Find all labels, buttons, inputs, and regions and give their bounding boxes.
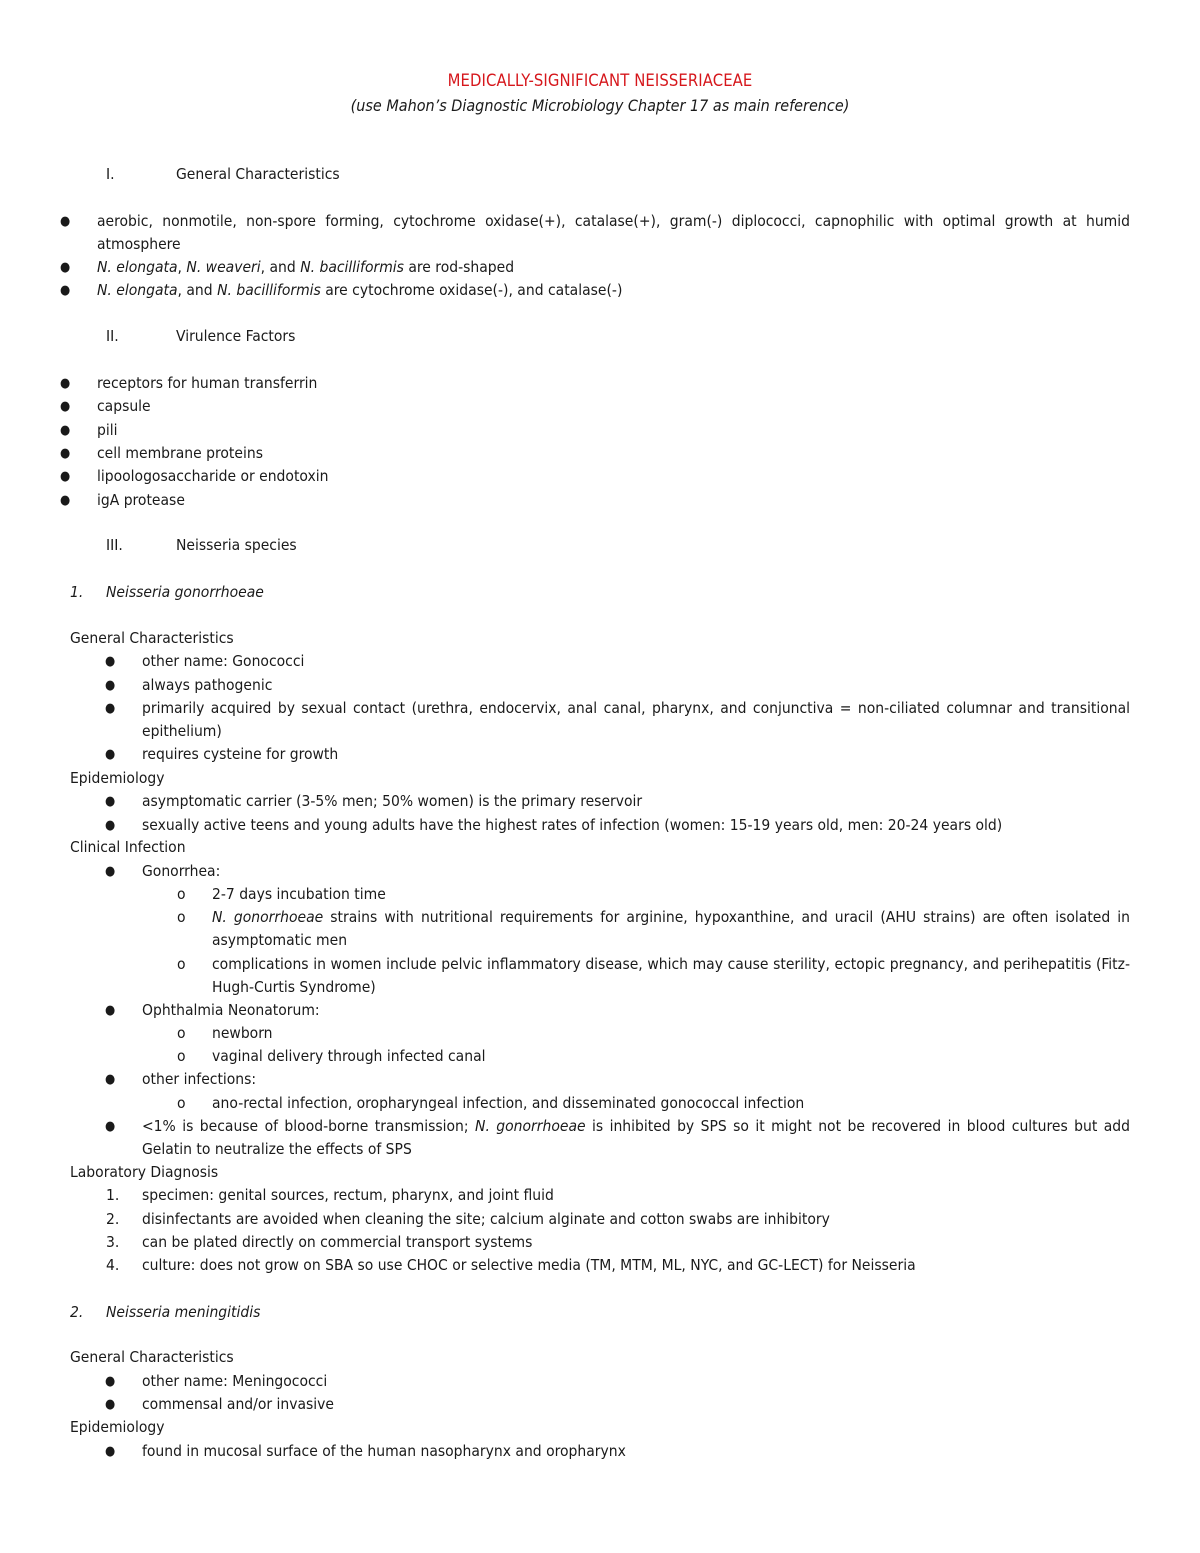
list-item-text: primarily acquired by sexual contact (urethra, endocervix, anal canal, pharynx, and conjunctiva = non-ciliated columnar and transitional epithelium) [142,699,1130,741]
section-number: III. [106,536,123,554]
list-item-text [97,256,1130,279]
bullet-icon: ● [105,678,116,693]
section-number: I. [106,165,115,183]
bullet-icon: ● [60,423,71,438]
list-item-text: Gonorrhea: [142,862,221,880]
bullet-icon: ● [60,214,71,229]
numbered-item-text: disinfectants are avoided when cleaning the site; calcium alginate and cotton swabs are inhibitory [142,1210,830,1228]
list-item [103,697,1130,744]
circle-bullet-icon: o [177,955,186,973]
bullet-icon: ● [60,399,71,414]
list-item [103,814,1130,837]
list-item-text: other name: Meningococci [142,1372,328,1390]
list-item-text: lipoologosaccharide or endotoxin [97,467,329,485]
section-heading-species [106,534,297,557]
bullet-icon: ● [60,283,71,298]
subheading-epidemiology: Epidemiology [70,769,165,787]
subheading-general: General Characteristics [70,1348,234,1366]
bullet-icon: ● [105,794,116,809]
subheading-laboratory-diagnosis: Laboratory Diagnosis [70,1163,219,1181]
numbered-item-text: specimen: genital sources, rectum, pharynx, and joint fluid [142,1186,554,1204]
list-item [103,743,1130,766]
list-item [103,650,1130,673]
list-item-text: commensal and/or invasive [142,1395,335,1413]
list-item [58,395,1130,418]
sublist-item [175,1092,1130,1115]
sublist-item [175,906,1130,953]
list-item [58,465,1130,488]
species-name: N. elongata [97,281,178,299]
list-item-text: requires cysteine for growth [142,745,339,763]
species-number: 1. [70,583,84,601]
document-subtitle: (use Mahon’s Diagnostic Microbiology Chapter 17 as main reference) [350,96,850,115]
list-item-text: asymptomatic carrier (3-5% men; 50% women) is the primary reservoir [142,792,643,810]
bullet-icon: ● [60,446,71,461]
text-run: , [177,258,187,276]
list-item [103,790,1130,813]
section-title: Virulence Factors [176,327,296,345]
list-item [103,1115,1130,1162]
sublist-item [175,1022,1130,1045]
bullet-icon: ● [105,1397,116,1412]
sublist-item-text: vaginal delivery through infected canal [212,1047,486,1065]
item-number: 2. [106,1210,120,1228]
bullet-icon: ● [105,1374,116,1389]
species-name: N. gonorrhoeae [475,1117,586,1135]
text-run: is inhibited by SPS so it might not be recovered in blood cultures but add Gelatin to neutralize the effects of SPS [142,1117,1130,1159]
bullet-icon: ● [105,1003,116,1018]
list-item [58,419,1130,442]
sublist-item-text: complications in women include pelvic inflammatory disease, which may cause sterility, ectopic pregnancy, and perihepatitis (Fitz-Hugh-Curtis Syndrome) [212,955,1130,997]
subheading-general: General Characteristics [70,629,234,647]
species-title: Neisseria gonorrhoeae [106,583,264,601]
item-number: 1. [106,1186,120,1204]
list-item [58,210,1130,257]
list-item-text: pili [97,421,118,439]
numbered-item [106,1231,1130,1254]
list-item-text: receptors for human transferrin [97,374,318,392]
species-number: 2. [70,1303,84,1321]
section-title: General Characteristics [176,165,340,183]
list-item-text: other infections: [142,1070,257,1088]
list-item-text: other name: Gonococci [142,652,305,670]
species-heading-meningitidis [70,1301,260,1324]
list-item [103,1068,1130,1091]
sublist-item [175,953,1130,1000]
species-heading-gonorrhoeae [70,581,264,604]
list-item [58,442,1130,465]
list-item [103,674,1130,697]
sublist-item [175,883,1130,906]
circle-bullet-icon: o [177,1094,186,1112]
circle-bullet-icon: o [177,885,186,903]
sublist-item-text: ano-rectal infection, oropharyngeal infection, and disseminated gonococcal infection [212,1094,805,1112]
item-number: 4. [106,1256,120,1274]
numbered-item [106,1184,1130,1207]
text-run: , and [260,258,301,276]
species-name: N. elongata [97,258,178,276]
list-item-text: sexually active teens and young adults have the highest rates of infection (women: 15-19 years old, men: 20-24 years old) [142,816,1003,834]
bullet-icon: ● [60,376,71,391]
list-item-text: Ophthalmia Neonatorum: [142,1001,320,1019]
sublist-item-text [212,906,1130,953]
subheading-clinical-infection: Clinical Infection [70,838,186,856]
list-item-text: igA protease [97,491,185,509]
species-name: N. bacilliformis [217,281,321,299]
numbered-item [106,1208,1130,1231]
list-item-text: always pathogenic [142,676,273,694]
numbered-item-text: culture: does not grow on SBA so use CHOC or selective media (TM, MTM, ML, NYC, and GC-LECT) for Neisseria [142,1256,916,1274]
text-run: strains with nutritional requirements for arginine, hypoxanthine, and uracil (AHU strains) are often isolated in asymptomatic men [212,908,1131,950]
bullet-icon: ● [105,864,116,879]
numbered-item [106,1254,1130,1277]
list-item-text [97,279,1130,302]
section-heading-virulence [106,325,295,348]
document-title: MEDICALLY-SIGNIFICANT NEISSERIACEAE [447,71,753,90]
circle-bullet-icon: o [177,1047,186,1065]
sublist-item-text: 2-7 days incubation time [212,885,386,903]
species-title: Neisseria meningitidis [106,1303,261,1321]
bullet-icon: ● [105,1119,116,1134]
circle-bullet-icon: o [177,1024,186,1042]
list-item [103,1393,1130,1416]
bullet-icon: ● [105,1072,116,1087]
section-number: II. [106,327,119,345]
bullet-icon: ● [60,469,71,484]
bullet-icon: ● [105,701,116,716]
sublist-item [175,1045,1130,1068]
list-item-text [142,1115,1130,1162]
list-item [103,860,1130,883]
species-name: N. gonorrhoeae [212,908,324,926]
section-title: Neisseria species [176,536,297,554]
list-item-text: cell membrane proteins [97,444,263,462]
list-item [58,256,1130,279]
text-run: , and [177,281,218,299]
list-item [103,1370,1130,1393]
text-run: <1% is because of blood-borne transmission; [142,1117,476,1135]
circle-bullet-icon: o [177,908,186,926]
item-number: 3. [106,1233,120,1251]
list-item-text: aerobic, nonmotile, non-spore forming, cytochrome oxidase(+), catalase(+), gram(-) diplococci, capnophilic with optimal growth at humid atmosphere [97,212,1130,254]
species-name: N. bacilliformis [300,258,404,276]
list-item-text: found in mucosal surface of the human nasopharynx and oropharynx [142,1442,626,1460]
bullet-icon: ● [60,493,71,508]
bullet-icon: ● [105,1444,116,1459]
subheading-epidemiology: Epidemiology [70,1418,165,1436]
bullet-icon: ● [105,818,116,833]
list-item-text: capsule [97,397,151,415]
numbered-item-text: can be plated directly on commercial transport systems [142,1233,533,1251]
sublist-item-text: newborn [212,1024,273,1042]
list-item [103,1440,1130,1463]
bullet-icon: ● [60,260,71,275]
list-item [58,372,1130,395]
list-item [103,999,1130,1022]
species-name: N. weaveri [186,258,261,276]
bullet-icon: ● [105,654,116,669]
list-item [58,279,1130,302]
section-heading-general [106,163,340,186]
text-run: are cytochrome oxidase(-), and catalase(-) [320,281,623,299]
list-item [58,489,1130,512]
bullet-icon: ● [105,747,116,762]
text-run: are rod-shaped [403,258,515,276]
